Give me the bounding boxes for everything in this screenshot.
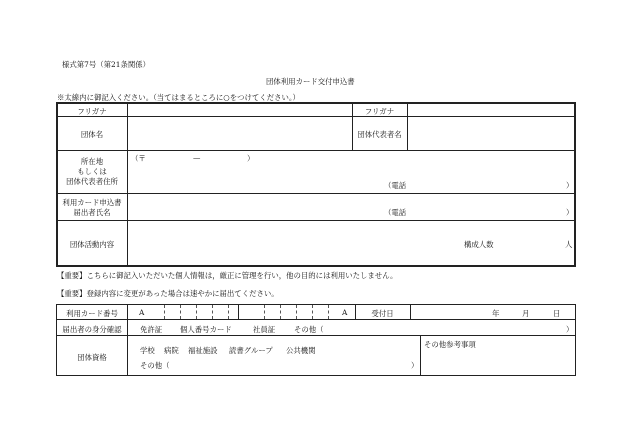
phone-open: （電話 bbox=[384, 181, 407, 190]
address-label-2: もしくは bbox=[77, 167, 107, 176]
furigana-label: フリガナ bbox=[77, 107, 107, 116]
other-notes-label: その他参考事項 bbox=[424, 340, 476, 349]
qual-welfare[interactable]: 福祉施設 bbox=[188, 346, 218, 355]
group-furigana-field[interactable] bbox=[128, 104, 351, 115]
instruction-text: ※太線内に御記入ください。（当てはまるところに○をつけてください。） bbox=[57, 93, 300, 102]
card-number-label: 利用カード番号 bbox=[66, 309, 118, 318]
id-other-close: ） bbox=[566, 325, 574, 334]
received-year: 年 bbox=[492, 309, 500, 318]
qual-other-close: ） bbox=[411, 361, 419, 370]
id-option-mynumber[interactable]: 個人番号カード bbox=[180, 325, 232, 334]
qual-reading-group[interactable]: 読書グループ bbox=[229, 346, 273, 355]
rep-furigana-field[interactable] bbox=[408, 104, 574, 115]
rep-furigana-label: フリガナ bbox=[364, 107, 395, 116]
applicant-label-1: 利用カード申込書 bbox=[62, 198, 122, 207]
address-label-3: 団体代表者住所 bbox=[66, 177, 118, 186]
received-day: 日 bbox=[553, 309, 561, 318]
members-unit: 人 bbox=[565, 240, 573, 249]
address-field[interactable] bbox=[128, 151, 574, 192]
postal-dash: — bbox=[193, 153, 201, 162]
id-check-label: 届出者の身分確認 bbox=[62, 325, 122, 334]
phone-close: ） bbox=[566, 181, 574, 190]
id-option-employee[interactable]: 社員証 bbox=[253, 325, 276, 334]
rep-name-label: 団体代表者名 bbox=[357, 130, 402, 139]
phone2-open: （電話 bbox=[384, 208, 407, 217]
members-label: 構成人数 bbox=[464, 240, 494, 249]
id-option-other[interactable]: その他（ bbox=[294, 325, 324, 334]
received-label: 受付日 bbox=[371, 309, 394, 318]
qual-hospital[interactable]: 病院 bbox=[164, 346, 179, 355]
card-number-field[interactable] bbox=[148, 305, 354, 319]
rep-name-field[interactable] bbox=[408, 117, 574, 149]
qual-other[interactable]: その他（ bbox=[140, 361, 170, 370]
activity-field[interactable] bbox=[128, 221, 574, 265]
activity-label: 団体活動内容 bbox=[69, 240, 115, 249]
postal-close: ） bbox=[247, 154, 255, 163]
qual-public-agency[interactable]: 公共機関 bbox=[286, 346, 316, 355]
change-notice: 【重要】登録内容に変更があった場合は速やかに届出てください。 bbox=[57, 289, 279, 298]
card-prefix-2: A bbox=[342, 308, 348, 317]
privacy-notice: 【重要】こちらに御記入いただいた個人情報は，厳正に管理を行い，他の目的には利用いたしません。 bbox=[57, 271, 398, 280]
group-name-field[interactable] bbox=[128, 117, 351, 149]
qualification-label: 団体資格 bbox=[77, 353, 107, 362]
address-label-1: 所在地 bbox=[80, 157, 104, 166]
applicant-label-2: 届出者氏名 bbox=[73, 208, 111, 217]
applicant-name-field[interactable] bbox=[128, 194, 574, 219]
other-notes-field[interactable] bbox=[421, 349, 574, 374]
id-option-license[interactable]: 免許証 bbox=[140, 325, 163, 334]
qual-school[interactable]: 学校 bbox=[140, 346, 155, 355]
card-prefix-1: A bbox=[139, 308, 145, 317]
form-title: 団体利用カード交付申込書 bbox=[266, 77, 355, 86]
group-name-label: 団体名 bbox=[80, 130, 104, 139]
phone2-close: ） bbox=[566, 208, 574, 217]
form-number: 様式第7号（第21条関係） bbox=[62, 60, 151, 69]
received-month: 月 bbox=[522, 309, 530, 318]
postal-open: （〒 bbox=[131, 154, 146, 163]
